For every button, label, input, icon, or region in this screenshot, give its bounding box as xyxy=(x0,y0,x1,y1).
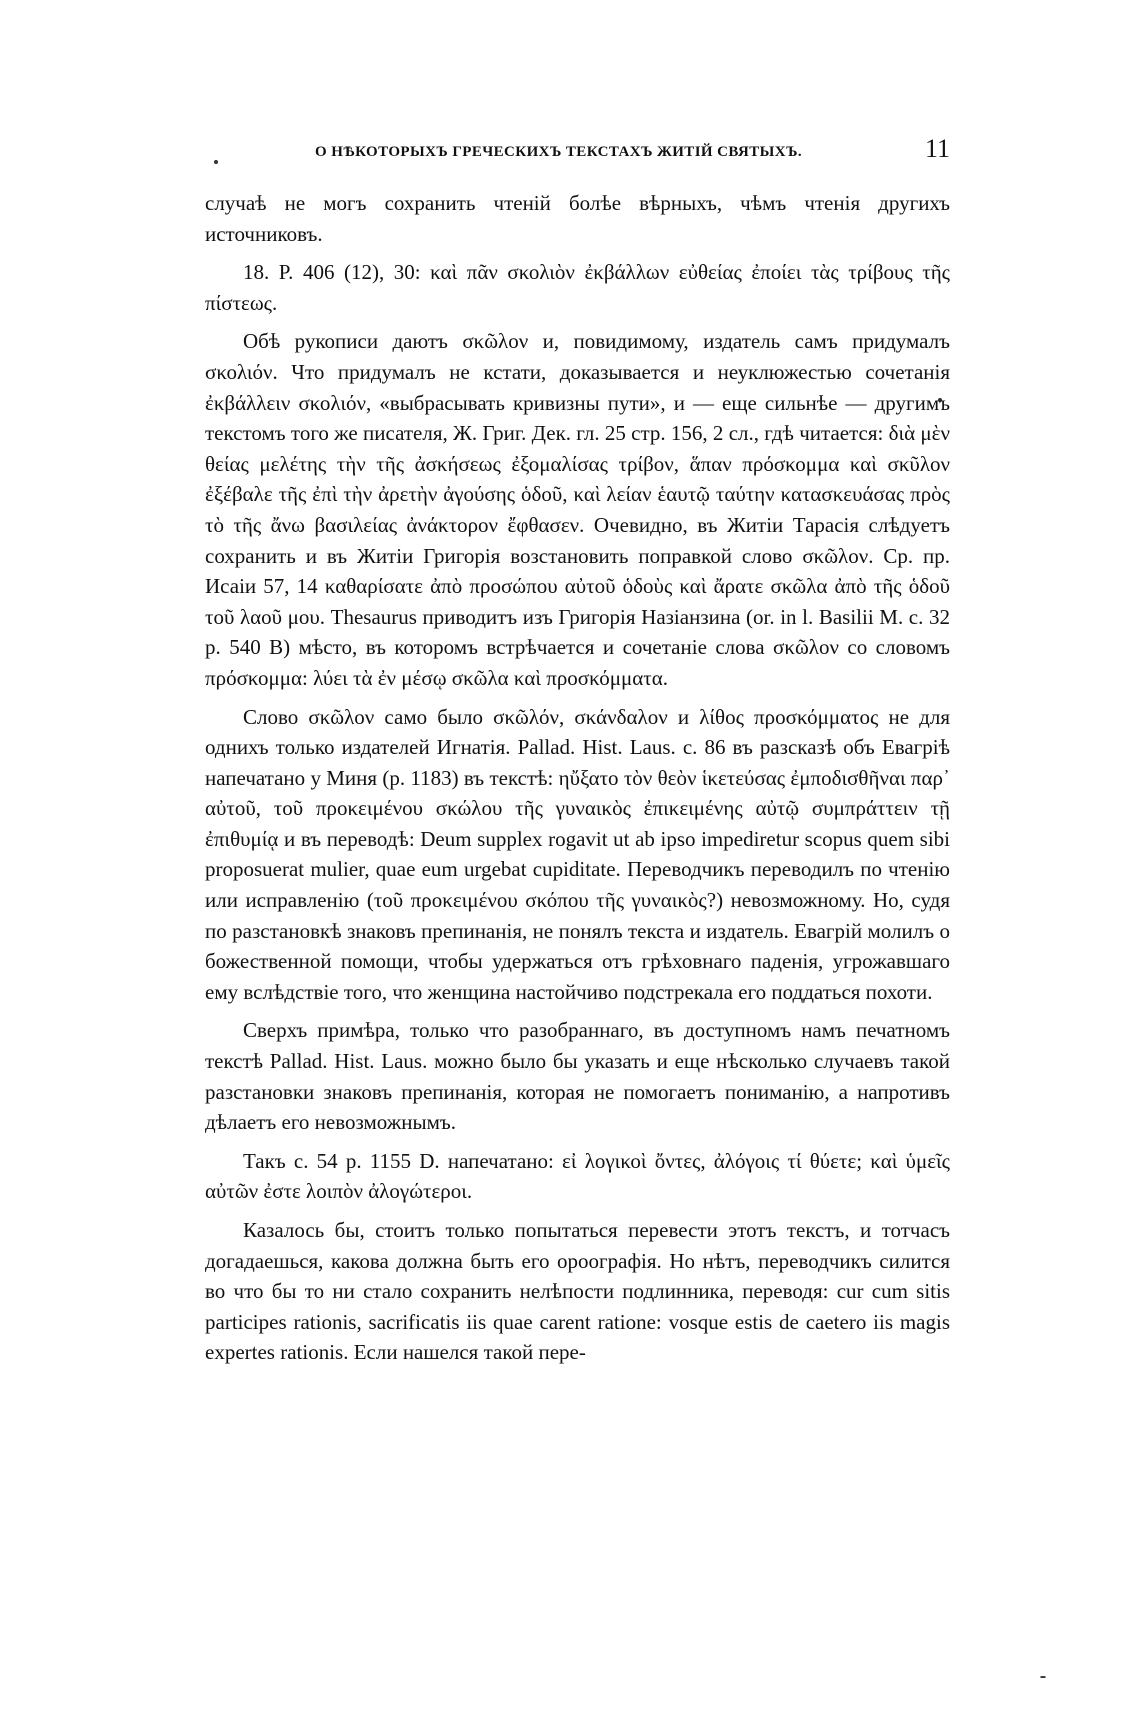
paragraph: Обѣ рукописи даютъ σκῶλον и, повидимому, издатель самъ придумалъ σκολιόν. Что придумалъ не кстати, доказывается и неуклюжестью сочетанія ἐκβάλλειν σκολιόν, «выбрасывать кривизны пути», и — еще сильнѣе — другимъ текстомъ того же писателя, Ж. Григ. Дек. гл. 25 стр. 156, 2 сл., гдѣ читается: διὰ μὲν θείας μελέτης τὴν τῆς ἀσκήσεως ἐξομαλίσας τρίβον, ἅπαν πρόσκομμα καὶ σκῦλον ἐξέβαλε τῆς ἐπὶ τὴν ἀρετὴν ἀγούσης ὁδοῦ, καὶ λείαν ἑαυτῷ ταύτην κατασκευάσας πρὸς τὸ τῆς ἄνω βασιλείας ἀνάκτορον ἔφθασεν. Очевидно, въ Житіи Тарасія слѣдуетъ сохранить и въ Житіи Григорія возстановить поправкой слово σκῶλον. Ср. пр. Исаіи 57, 14 καθαρίσατε ἀπὸ προσώπου αὐτοῦ ὁδοὺς καὶ ἄρατε σκῶλα ἀπὸ τῆς ὁδοῦ τοῦ λαοῦ μου. Thesaurus приводитъ изъ Григорія Назіанзина (or. in l. Basilii M. c. 32 p. 540 B) мѣсто, въ которомъ встрѣчается и сочетаніе слова σκῶλον со словомъ πρόσκομμα: λύει τὰ ἐν μέσῳ σκῶλα καὶ προσκόμματα. xyxy=(205,329,950,690)
paragraph: Такъ c. 54 p. 1155 D. напечатано: εἰ λογικοὶ ὄντες, ἀλόγοις τί θύετε; καὶ ὑμεῖς αὐτῶν ἐστε λοιπὸν ἀλογώτεροι. xyxy=(205,1148,950,1204)
paragraph-item-18: 18. P. 406 (12), 30: καὶ πᾶν σκολιὸν ἐκβάλλων εὐθείας ἐποίει τὰς τρίβους τῆς πίστεως. xyxy=(205,260,950,315)
print-speck xyxy=(1040,1676,1046,1678)
print-speck xyxy=(214,160,218,164)
paragraph: Сверхъ примѣра, только что разобраннаго, въ доступномъ намъ печатномъ текстѣ Pallad. Hist. Laus. можно было бы указать и еще нѣсколько случаевъ такой разстановки знаковъ препинанія, которая не помогаетъ пониманію, а напротивъ дѣлаетъ его невозможнымъ. xyxy=(205,1018,950,1135)
body-text xyxy=(205,188,950,1376)
paragraph: Слово σκῶλον само было σκῶλόν, σκάνδαλον и λίθος προσκόμματος не для однихъ только издателей Игнатія. Pallad. Hist. Laus. c. 86 въ разсказѣ объ Евагріѣ напечатано у Миня (p. 1183) въ текстѣ: ηὔξατο τὸν θεὸν ἱκετεύσας ἐμποδισθῆναι παρ᾽ αὐτοῦ, τοῦ προκειμένου σκώλου τῆς γυναικὸς ἐπικειμένης αὐτῷ συμπράττειν τῇ ἐπιθυμίᾳ и въ переводѣ: Deum supplex rogavit ut ab ipso impediretur scopus quem sibi proposuerat mulier, quae eum urgebat cupiditate. Переводчикъ переводилъ по чтенію или исправленію (τοῦ προκειμένου σκόπου τῆς γυναικὸς?) невозможному. Но, судя по разстановкѣ знаковъ препинанія, не понялъ текста и издатель. Евагрій молилъ о божественной помощи, чтобы удержаться отъ грѣховнаго паденія, угрожавшаго ему вслѣдствіе того, что женщина настойчиво подстрекала его поддаться похоти. xyxy=(205,704,950,1004)
running-title: О НѢКОТОРЫХЪ ГРЕЧЕСКИХЪ ТЕКСТАХЪ ЖИТІЙ СВЯТЫХЪ. xyxy=(315,144,803,160)
page-number: 11 xyxy=(924,134,950,163)
paragraph: Казалось бы, стоитъ только попытаться перевести этотъ текстъ, и тотчасъ догадаешься, какова должна быть его ороографія. Но нѣтъ, переводчикъ силится во что бы то ни стало сохранить нелѣпости подлинника, переводя: cur cum sitis participes rationis, sacrificatis iis quae carent ratione: vosque estis de caetero iis magis expertes rationis. Если нашелся такой пере- xyxy=(205,1218,950,1365)
paragraph-continuation: случаѣ не могъ сохранить чтеній болѣе вѣрныхъ, чѣмъ чтенія другихъ источниковъ. xyxy=(205,191,950,246)
page-header xyxy=(205,134,950,170)
